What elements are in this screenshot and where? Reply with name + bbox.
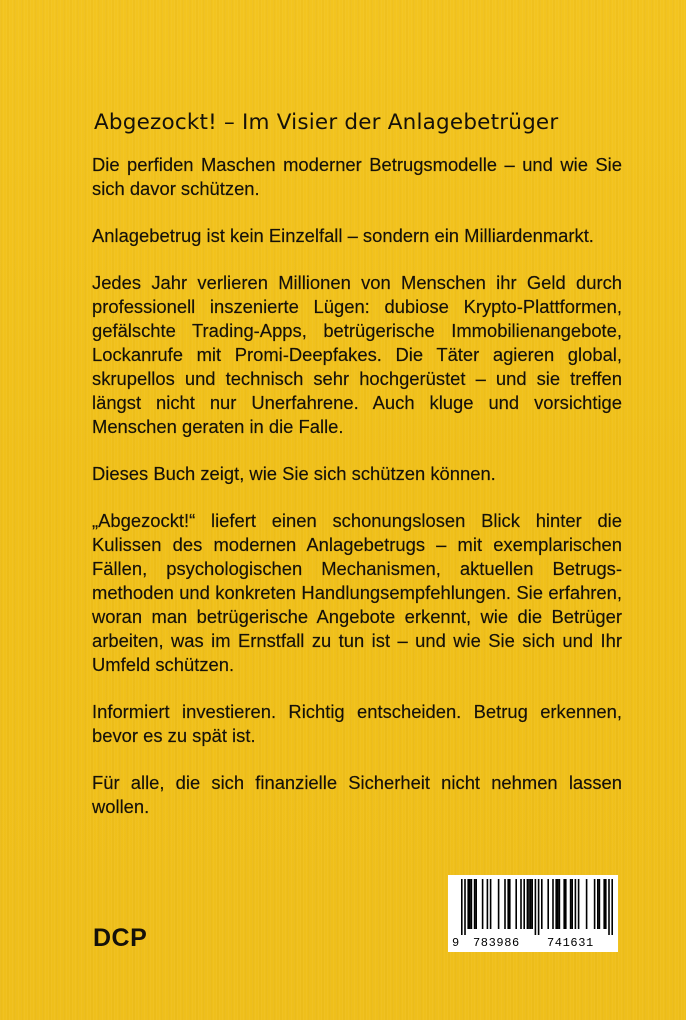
barcode-bar: [530, 879, 532, 929]
intro-paragraph: Anlagebetrug ist kein Einzelfall – sondern ein Milliardenmarkt.: [92, 225, 594, 246]
barcode-bar: [578, 879, 580, 929]
barcode-bar: [490, 879, 492, 929]
barcode-bar: [520, 879, 522, 929]
barcode-bar: [575, 879, 577, 929]
promise-paragraph: Dieses Buch zeigt, wie Sie sich schützen können.: [92, 463, 496, 484]
barcode-bar: [507, 879, 509, 929]
barcode-bar: [547, 879, 549, 929]
barcode-bar: [597, 879, 599, 929]
barcode-bar: [467, 879, 469, 929]
slogan-paragraph: Informiert investieren. Richtig entscheiden. Betrug erkennen, bevor es zu spät ist.: [92, 701, 622, 746]
barcode-bar: [563, 879, 565, 929]
barcode-bar: [464, 879, 466, 935]
barcode-bar: [586, 879, 588, 929]
description-paragraph: Jedes Jahr verlieren Millionen von Menschen ihr Geld durch professionell inszenierte Lügen: dubiose Krypto-Plattformen, gefälschte Trading-Apps, betrügerische Immobilienangebote, Lockanrufe mit Promi-Deepfakes. Die Täter agieren global, skrupellos und technisch sehr hochgerüstet – und sie treffen längst nicht nur Unerfahrene. Auch kluge und vorsichtige Menschen geraten in die Falle.: [92, 272, 622, 437]
barcode-bar: [552, 879, 554, 929]
barcode-bar: [527, 879, 529, 929]
barcode-bar: [557, 879, 559, 929]
barcode-bar: [541, 879, 543, 929]
barcode-bar: [599, 879, 601, 929]
barcode-bar: [603, 879, 605, 929]
barcode-bar: [498, 879, 500, 929]
barcode-right-digits: 741631: [547, 936, 594, 950]
barcode-bar: [531, 879, 533, 929]
subtitle-paragraph: Die perfiden Maschen moderner Betrugsmodelle – und wie Sie sich davor schützen.: [92, 154, 622, 199]
barcode-left-digits: 783986: [473, 936, 520, 950]
content-paragraph: „Abgezockt!“ liefert einen schonungslosen Blick hinter die Kulissen des modernen Anlagebetrugs – mit exemplarischen Fällen, psychologischen Mechanismen, aktuellen Betrugsmethoden und konkreten Handlungsempfehlungen. Sie erfahren, woran man betrügerische Angebote erkennt, wie die Betrüger arbeiten, was im Ernstfall zu tun ist – und wie Sie sich und Ihr Umfeld schützen.: [92, 510, 622, 675]
barcode-bar: [504, 879, 506, 929]
barcode-bar: [594, 879, 596, 929]
barcode-bar: [559, 879, 561, 929]
barcode-bar: [570, 879, 572, 929]
barcode-bar: [469, 879, 471, 929]
barcode-bar: [571, 879, 573, 929]
barcode-bar: [538, 879, 540, 935]
barcode-bar: [535, 879, 537, 935]
book-title: Abgezockt! – Im Visier der Anlagebetrüger: [94, 110, 559, 135]
barcode-bar: [611, 879, 613, 935]
barcode-bar: [474, 879, 476, 929]
barcode-bar: [509, 879, 511, 929]
barcode-bar: [605, 879, 607, 929]
barcode-bar: [487, 879, 489, 929]
barcode-bar: [523, 879, 525, 929]
barcode-bar: [555, 879, 557, 929]
barcode-prefix-digit: 9: [452, 936, 460, 950]
barcode-bar: [482, 879, 484, 929]
audience-paragraph: Für alle, die sich finanzielle Sicherheit nicht nehmen lassen wollen.: [92, 772, 622, 817]
isbn-barcode: [448, 875, 618, 952]
barcode-bar: [461, 879, 463, 935]
barcode-bars: [448, 875, 618, 935]
barcode-bar: [515, 879, 517, 929]
barcode-bar: [475, 879, 477, 929]
barcode-bar: [528, 879, 530, 929]
barcode-bar: [608, 879, 610, 935]
publisher-logo: DCP: [93, 924, 148, 952]
blurb-text-block: [92, 110, 622, 842]
barcode-digits: [448, 932, 618, 950]
barcode-bar: [471, 879, 473, 929]
barcode-bar: [565, 879, 567, 929]
